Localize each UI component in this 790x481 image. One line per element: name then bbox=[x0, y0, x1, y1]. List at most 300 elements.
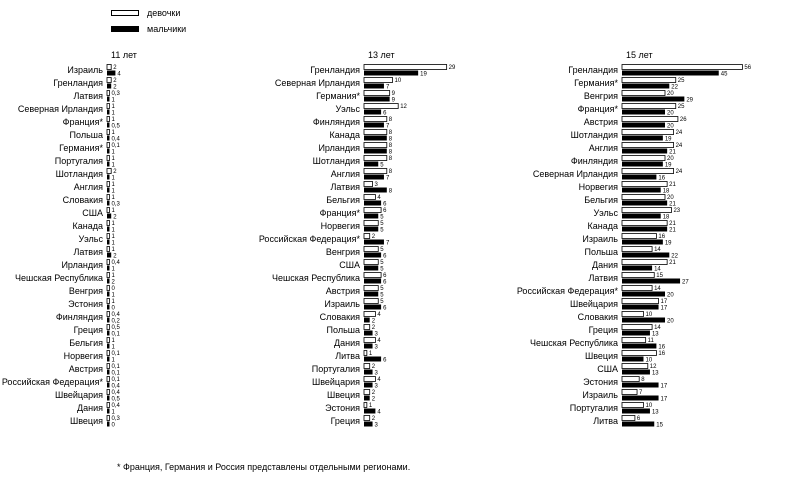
bar-girls bbox=[622, 143, 674, 148]
value-label-girls: 2 bbox=[113, 78, 117, 84]
value-label-girls: 8 bbox=[388, 156, 393, 162]
value-label-boys: 8 bbox=[388, 149, 393, 156]
value-label-girls: 4 bbox=[377, 377, 381, 383]
value-label-girls: 8 bbox=[388, 143, 393, 149]
bar-boys bbox=[107, 188, 110, 193]
bar-girls bbox=[107, 208, 110, 213]
country-label: Финляндия bbox=[55, 312, 103, 322]
value-label-boys: 6 bbox=[383, 279, 387, 286]
country-label: Польша bbox=[69, 130, 103, 140]
value-label-boys: 22 bbox=[671, 253, 678, 260]
bar-girls bbox=[364, 325, 370, 330]
bar-boys bbox=[622, 201, 667, 206]
value-label-girls: 14 bbox=[654, 247, 661, 253]
country-label: Эстония bbox=[325, 403, 360, 413]
value-label-girls: 12 bbox=[400, 104, 407, 110]
value-label-boys: 8 bbox=[388, 188, 393, 195]
bar-girls bbox=[107, 312, 110, 317]
value-label-boys: 7 bbox=[385, 175, 390, 182]
value-label-girls: 0,4 bbox=[111, 260, 120, 266]
value-label-boys: 1 bbox=[111, 240, 115, 247]
value-label-boys: 45 bbox=[720, 71, 728, 78]
bar-boys bbox=[107, 318, 110, 323]
value-label-girls: 1 bbox=[111, 338, 115, 344]
bar-girls bbox=[364, 338, 375, 343]
value-label-girls: 8 bbox=[388, 117, 393, 123]
bar-girls bbox=[107, 338, 110, 343]
country-label: Северная Ирландия bbox=[532, 169, 618, 179]
bar-boys bbox=[107, 136, 110, 141]
bar-girls bbox=[364, 182, 373, 187]
value-label-boys: 3 bbox=[374, 344, 378, 351]
value-label-girls: 15 bbox=[656, 273, 663, 279]
country-label: Российская Федерация* bbox=[516, 286, 618, 296]
bar-boys bbox=[107, 123, 110, 128]
country-label: Дания bbox=[334, 338, 360, 348]
value-label-boys: 3 bbox=[374, 370, 378, 377]
bar-boys bbox=[622, 97, 684, 102]
value-label-girls: 5 bbox=[380, 247, 384, 253]
bar-boys bbox=[622, 305, 659, 310]
country-label: Словакия bbox=[62, 195, 103, 205]
value-label-boys: 6 bbox=[383, 305, 387, 312]
bar-girls bbox=[622, 377, 639, 382]
country-label: Латвия bbox=[330, 182, 360, 192]
value-label-girls: 10 bbox=[394, 78, 402, 84]
bar-boys bbox=[364, 396, 370, 401]
country-label: Германия* bbox=[574, 78, 618, 88]
value-label-boys: 0,3 bbox=[111, 201, 120, 208]
value-label-girls: 0 bbox=[111, 286, 115, 292]
bar-girls bbox=[107, 91, 110, 96]
value-label-girls: 8 bbox=[388, 169, 393, 175]
value-label-boys: 3 bbox=[374, 331, 378, 338]
value-label-boys: 7 bbox=[385, 240, 390, 247]
value-label-boys: 5 bbox=[380, 292, 384, 299]
bar-boys bbox=[364, 253, 381, 258]
value-label-boys: 1 bbox=[111, 266, 115, 273]
bar-boys bbox=[107, 266, 110, 271]
country-label: Германия* bbox=[59, 143, 103, 153]
value-label-girls: 10 bbox=[645, 403, 653, 409]
bar-girls bbox=[107, 299, 110, 304]
value-label-girls: 29 bbox=[448, 65, 456, 71]
value-label-girls: 20 bbox=[667, 195, 674, 201]
country-label: Израиль bbox=[582, 234, 618, 244]
value-label-girls: 4 bbox=[377, 312, 381, 318]
bar-boys bbox=[364, 97, 390, 102]
legend-label-girls: девочки bbox=[147, 7, 181, 18]
value-label-girls: 8 bbox=[388, 130, 393, 136]
value-label-boys: 1 bbox=[111, 227, 115, 234]
country-label: Австрия bbox=[583, 117, 618, 127]
country-label: Франция* bbox=[319, 208, 360, 218]
bar-girls bbox=[622, 91, 665, 96]
bar-girls bbox=[622, 299, 659, 304]
bar-girls bbox=[364, 403, 367, 408]
bar-girls bbox=[364, 91, 390, 96]
bar-girls bbox=[364, 390, 370, 395]
value-label-boys: 21 bbox=[669, 201, 676, 208]
bar-boys bbox=[107, 110, 110, 115]
country-label: Уэльс bbox=[335, 104, 360, 114]
country-label: Австрия bbox=[68, 364, 103, 374]
bar-girls bbox=[364, 169, 387, 174]
value-label-boys: 20 bbox=[667, 123, 674, 130]
bar-boys bbox=[622, 318, 665, 323]
value-label-girls: 21 bbox=[669, 221, 676, 227]
value-label-boys: 6 bbox=[383, 253, 387, 260]
value-label-girls: 21 bbox=[669, 260, 676, 266]
country-label: Польша bbox=[326, 325, 360, 335]
panel-title: 11 лет bbox=[111, 50, 137, 60]
value-label-girls: 0,1 bbox=[111, 351, 120, 357]
bar-boys bbox=[364, 214, 378, 219]
value-label-boys: 3 bbox=[374, 422, 378, 429]
country-label: Греция bbox=[330, 416, 360, 426]
bar-boys bbox=[107, 175, 110, 180]
value-label-girls: 5 bbox=[380, 260, 384, 266]
value-label-girls: 1 bbox=[111, 130, 115, 136]
value-label-boys: 3 bbox=[374, 383, 378, 390]
value-label-girls: 1 bbox=[111, 195, 115, 201]
value-label-girls: 21 bbox=[669, 182, 676, 188]
value-label-girls: 1 bbox=[111, 273, 115, 279]
bar-girls bbox=[107, 377, 110, 382]
country-label: Латвия bbox=[73, 91, 103, 101]
country-label: Израиль bbox=[582, 390, 618, 400]
bar-boys bbox=[364, 422, 373, 427]
value-label-boys: 0,5 bbox=[111, 396, 120, 403]
bar-girls bbox=[107, 403, 110, 408]
country-label: Латвия bbox=[588, 273, 618, 283]
value-label-girls: 1 bbox=[111, 156, 115, 162]
bar-girls bbox=[107, 273, 110, 278]
value-label-girls: 7 bbox=[639, 390, 643, 396]
value-label-boys: 16 bbox=[658, 175, 666, 182]
country-label: Уэльс bbox=[593, 208, 618, 218]
bar-boys bbox=[364, 370, 373, 375]
bar-boys bbox=[622, 110, 665, 115]
bar-girls bbox=[364, 65, 447, 70]
country-label: Швейцария bbox=[569, 299, 618, 309]
value-label-girls: 2 bbox=[371, 234, 376, 240]
value-label-girls: 0,3 bbox=[111, 91, 120, 97]
country-label: Гренландия bbox=[53, 78, 103, 88]
bar-girls bbox=[364, 130, 387, 135]
value-label-girls: 1 bbox=[111, 234, 115, 240]
value-label-boys: 7 bbox=[385, 84, 390, 91]
country-label: Польша bbox=[584, 247, 618, 257]
bar-boys bbox=[107, 292, 110, 297]
bar-girls bbox=[622, 195, 665, 200]
bar-boys bbox=[107, 201, 110, 206]
value-label-boys: 6 bbox=[383, 110, 387, 117]
value-label-boys: 21 bbox=[669, 227, 676, 234]
value-label-girls: 1 bbox=[111, 104, 115, 110]
country-label: Уэльс bbox=[78, 234, 103, 244]
value-label-girls: 14 bbox=[654, 286, 661, 292]
bar-boys bbox=[622, 253, 669, 258]
bar-boys bbox=[622, 149, 667, 154]
bar-girls bbox=[364, 143, 387, 148]
bar-boys bbox=[622, 422, 654, 427]
bar-boys bbox=[364, 292, 378, 297]
value-label-boys: 2 bbox=[111, 279, 115, 286]
bar-girls bbox=[107, 416, 110, 421]
value-label-boys: 0,5 bbox=[111, 123, 120, 130]
country-label: Канада bbox=[72, 221, 103, 231]
value-label-boys: 4 bbox=[377, 409, 381, 416]
value-label-boys: 7 bbox=[385, 123, 390, 130]
country-label: Чешская Республика bbox=[530, 338, 618, 348]
bar-girls bbox=[622, 169, 674, 174]
value-label-boys: 20 bbox=[667, 292, 674, 299]
country-label: Греция bbox=[73, 325, 103, 335]
bar-girls bbox=[107, 286, 110, 291]
country-label: Норвегия bbox=[63, 351, 103, 361]
value-label-boys: 1 bbox=[111, 344, 115, 351]
bar-boys bbox=[364, 383, 373, 388]
value-label-girls: 1 bbox=[111, 247, 115, 253]
bar-girls bbox=[364, 416, 370, 421]
bar-girls bbox=[107, 130, 110, 135]
value-label-boys: 16 bbox=[658, 344, 666, 351]
bar-boys bbox=[622, 162, 663, 167]
bar-boys bbox=[622, 175, 656, 180]
bar-girls bbox=[364, 208, 381, 213]
country-label: Венгрия bbox=[583, 91, 618, 101]
value-label-girls: 1 bbox=[111, 182, 115, 188]
country-label: Австрия bbox=[325, 286, 360, 296]
value-label-girls: 4 bbox=[377, 195, 381, 201]
value-label-boys: 2 bbox=[371, 396, 376, 403]
value-label-girls: 24 bbox=[675, 169, 683, 175]
value-label-boys: 21 bbox=[669, 149, 676, 156]
value-label-boys: 19 bbox=[664, 162, 672, 169]
bar-girls bbox=[622, 234, 656, 239]
bar-boys bbox=[622, 84, 669, 89]
bar-girls bbox=[107, 364, 110, 369]
value-label-girls: 0,3 bbox=[111, 416, 120, 422]
country-label: Швейцария bbox=[54, 390, 103, 400]
value-label-boys: 20 bbox=[667, 110, 674, 117]
value-label-boys: 6 bbox=[383, 357, 387, 364]
value-label-girls: 14 bbox=[654, 325, 661, 331]
country-label: США bbox=[82, 208, 103, 218]
bar-boys bbox=[107, 253, 111, 258]
value-label-girls: 2 bbox=[371, 325, 376, 331]
bar-boys bbox=[364, 331, 373, 336]
bar-boys bbox=[622, 136, 663, 141]
value-label-boys: 17 bbox=[660, 305, 668, 312]
value-label-girls: 6 bbox=[383, 273, 387, 279]
value-label-boys: 1 bbox=[111, 188, 115, 195]
country-label: Канада bbox=[587, 221, 618, 231]
country-label: Шотландия bbox=[312, 156, 360, 166]
bar-girls bbox=[107, 260, 110, 265]
country-label: Бельгия bbox=[584, 195, 618, 205]
value-label-boys: 1 bbox=[111, 409, 115, 416]
bar-girls bbox=[622, 182, 667, 187]
bar-boys bbox=[107, 357, 110, 362]
bar-boys bbox=[107, 383, 110, 388]
value-label-boys: 18 bbox=[662, 188, 670, 195]
bar-girls bbox=[364, 286, 378, 291]
value-label-boys: 19 bbox=[420, 71, 427, 78]
value-label-girls: 0,1 bbox=[111, 143, 120, 149]
value-label-boys: 22 bbox=[671, 84, 678, 91]
bar-boys bbox=[107, 305, 110, 310]
country-label: Канада bbox=[329, 130, 360, 140]
bar-boys bbox=[107, 240, 110, 245]
bar-girls bbox=[107, 143, 110, 148]
value-label-boys: 13 bbox=[651, 370, 659, 377]
value-label-girls: 3 bbox=[374, 182, 378, 188]
country-label: Израиль bbox=[324, 299, 360, 309]
bar-boys bbox=[107, 370, 110, 375]
value-label-girls: 16 bbox=[658, 351, 666, 357]
bar-girls bbox=[622, 390, 637, 395]
country-label: Литва bbox=[335, 351, 360, 361]
country-label: Чешская Республика bbox=[272, 273, 360, 283]
bar-girls bbox=[107, 117, 110, 122]
value-label-girls: 5 bbox=[380, 221, 384, 227]
country-label: Эстония bbox=[583, 377, 618, 387]
bar-boys bbox=[107, 149, 110, 154]
country-label: Дания bbox=[592, 260, 618, 270]
bar-girls bbox=[107, 104, 110, 109]
country-label: Ирландия bbox=[318, 143, 360, 153]
country-label: Литва bbox=[593, 416, 618, 426]
panel-title: 15 лет bbox=[626, 50, 653, 60]
bar-boys bbox=[622, 357, 644, 362]
bar-girls bbox=[622, 156, 665, 161]
country-label: Португалия bbox=[569, 403, 618, 413]
country-label: Англия bbox=[588, 143, 618, 153]
value-label-girls: 56 bbox=[744, 65, 752, 71]
bar-boys bbox=[107, 344, 110, 349]
bar-boys bbox=[364, 84, 384, 89]
bar-girls bbox=[364, 78, 393, 83]
value-label-boys: 5 bbox=[380, 266, 384, 273]
bar-girls bbox=[107, 65, 111, 70]
value-label-girls: 24 bbox=[675, 130, 683, 136]
bar-girls bbox=[622, 260, 667, 265]
bar-girls bbox=[364, 364, 370, 369]
bar-boys bbox=[364, 357, 381, 362]
country-label: Германия* bbox=[316, 91, 360, 101]
value-label-girls: 16 bbox=[658, 234, 666, 240]
value-label-boys: 5 bbox=[380, 227, 384, 234]
value-label-boys: 2 bbox=[371, 318, 376, 325]
value-label-girls: 25 bbox=[677, 104, 685, 110]
country-label: Дания bbox=[77, 403, 103, 413]
value-label-girls: 10 bbox=[645, 312, 653, 318]
country-label: Словакия bbox=[319, 312, 360, 322]
value-label-girls: 25 bbox=[677, 78, 685, 84]
country-label: США bbox=[597, 364, 618, 374]
value-label-girls: 8 bbox=[641, 377, 645, 383]
bar-girls bbox=[364, 221, 378, 226]
value-label-boys: 18 bbox=[662, 214, 670, 221]
bar-boys bbox=[622, 123, 665, 128]
value-label-girls: 20 bbox=[667, 156, 674, 162]
bar-girls bbox=[622, 104, 676, 109]
value-label-girls: 0,1 bbox=[111, 377, 120, 383]
bar-girls bbox=[364, 299, 378, 304]
bar-boys bbox=[364, 227, 378, 232]
bar-boys bbox=[364, 279, 381, 284]
value-label-girls: 1 bbox=[111, 208, 115, 214]
bar-girls bbox=[622, 325, 652, 330]
bar-girls bbox=[107, 351, 110, 356]
value-label-girls: 2 bbox=[371, 390, 376, 396]
value-label-boys: 0,2 bbox=[111, 318, 120, 325]
bar-girls bbox=[622, 312, 644, 317]
bar-boys bbox=[622, 292, 665, 297]
bar-boys bbox=[364, 162, 378, 167]
bar-boys bbox=[107, 97, 110, 102]
value-label-boys: 6 bbox=[383, 201, 387, 208]
value-label-girls: 17 bbox=[660, 299, 668, 305]
country-label: Шотландия bbox=[55, 169, 103, 179]
value-label-girls: 2 bbox=[113, 169, 117, 175]
value-label-boys: 0,1 bbox=[111, 331, 120, 338]
bar-girls bbox=[622, 403, 644, 408]
country-label: Португалия bbox=[54, 156, 103, 166]
bar-boys bbox=[107, 227, 110, 232]
value-label-girls: 6 bbox=[636, 416, 641, 422]
value-label-girls: 5 bbox=[380, 286, 384, 292]
country-label: Франция* bbox=[62, 117, 103, 127]
bar-girls bbox=[107, 78, 111, 83]
bar-boys bbox=[107, 71, 115, 76]
value-label-boys: 17 bbox=[660, 383, 668, 390]
bar-girls bbox=[107, 325, 110, 330]
bar-girls bbox=[622, 208, 671, 213]
country-label: Финляндия bbox=[570, 156, 618, 166]
country-label: Эстония bbox=[68, 299, 103, 309]
value-label-boys: 1 bbox=[111, 97, 115, 104]
country-label: Гренландия bbox=[310, 65, 360, 75]
bar-boys bbox=[364, 240, 384, 245]
value-label-girls: 0,4 bbox=[111, 390, 120, 396]
bar-girls bbox=[622, 117, 678, 122]
bar-girls bbox=[364, 312, 375, 317]
bar-girls bbox=[107, 234, 110, 239]
value-label-boys: 15 bbox=[656, 422, 663, 429]
value-label-boys: 2 bbox=[113, 214, 117, 221]
country-label: Англия bbox=[330, 169, 360, 179]
value-label-boys: 19 bbox=[664, 136, 672, 143]
value-label-girls: 11 bbox=[647, 338, 654, 344]
country-label: Гренландия bbox=[568, 65, 618, 75]
bar-boys bbox=[107, 422, 110, 427]
country-label: Северная Ирландия bbox=[274, 78, 360, 88]
bar-girls bbox=[622, 65, 742, 70]
value-label-boys: 1 bbox=[111, 162, 115, 169]
value-label-girls: 2 bbox=[371, 364, 376, 370]
bar-boys bbox=[622, 396, 659, 401]
country-label: Шотландия bbox=[570, 130, 618, 140]
value-label-girls: 2 bbox=[113, 65, 117, 71]
country-label: Греция bbox=[588, 325, 618, 335]
value-label-boys: 17 bbox=[660, 396, 668, 403]
bar-boys bbox=[107, 279, 110, 284]
bar-girls bbox=[622, 273, 654, 278]
value-label-boys: 0 bbox=[111, 305, 115, 312]
